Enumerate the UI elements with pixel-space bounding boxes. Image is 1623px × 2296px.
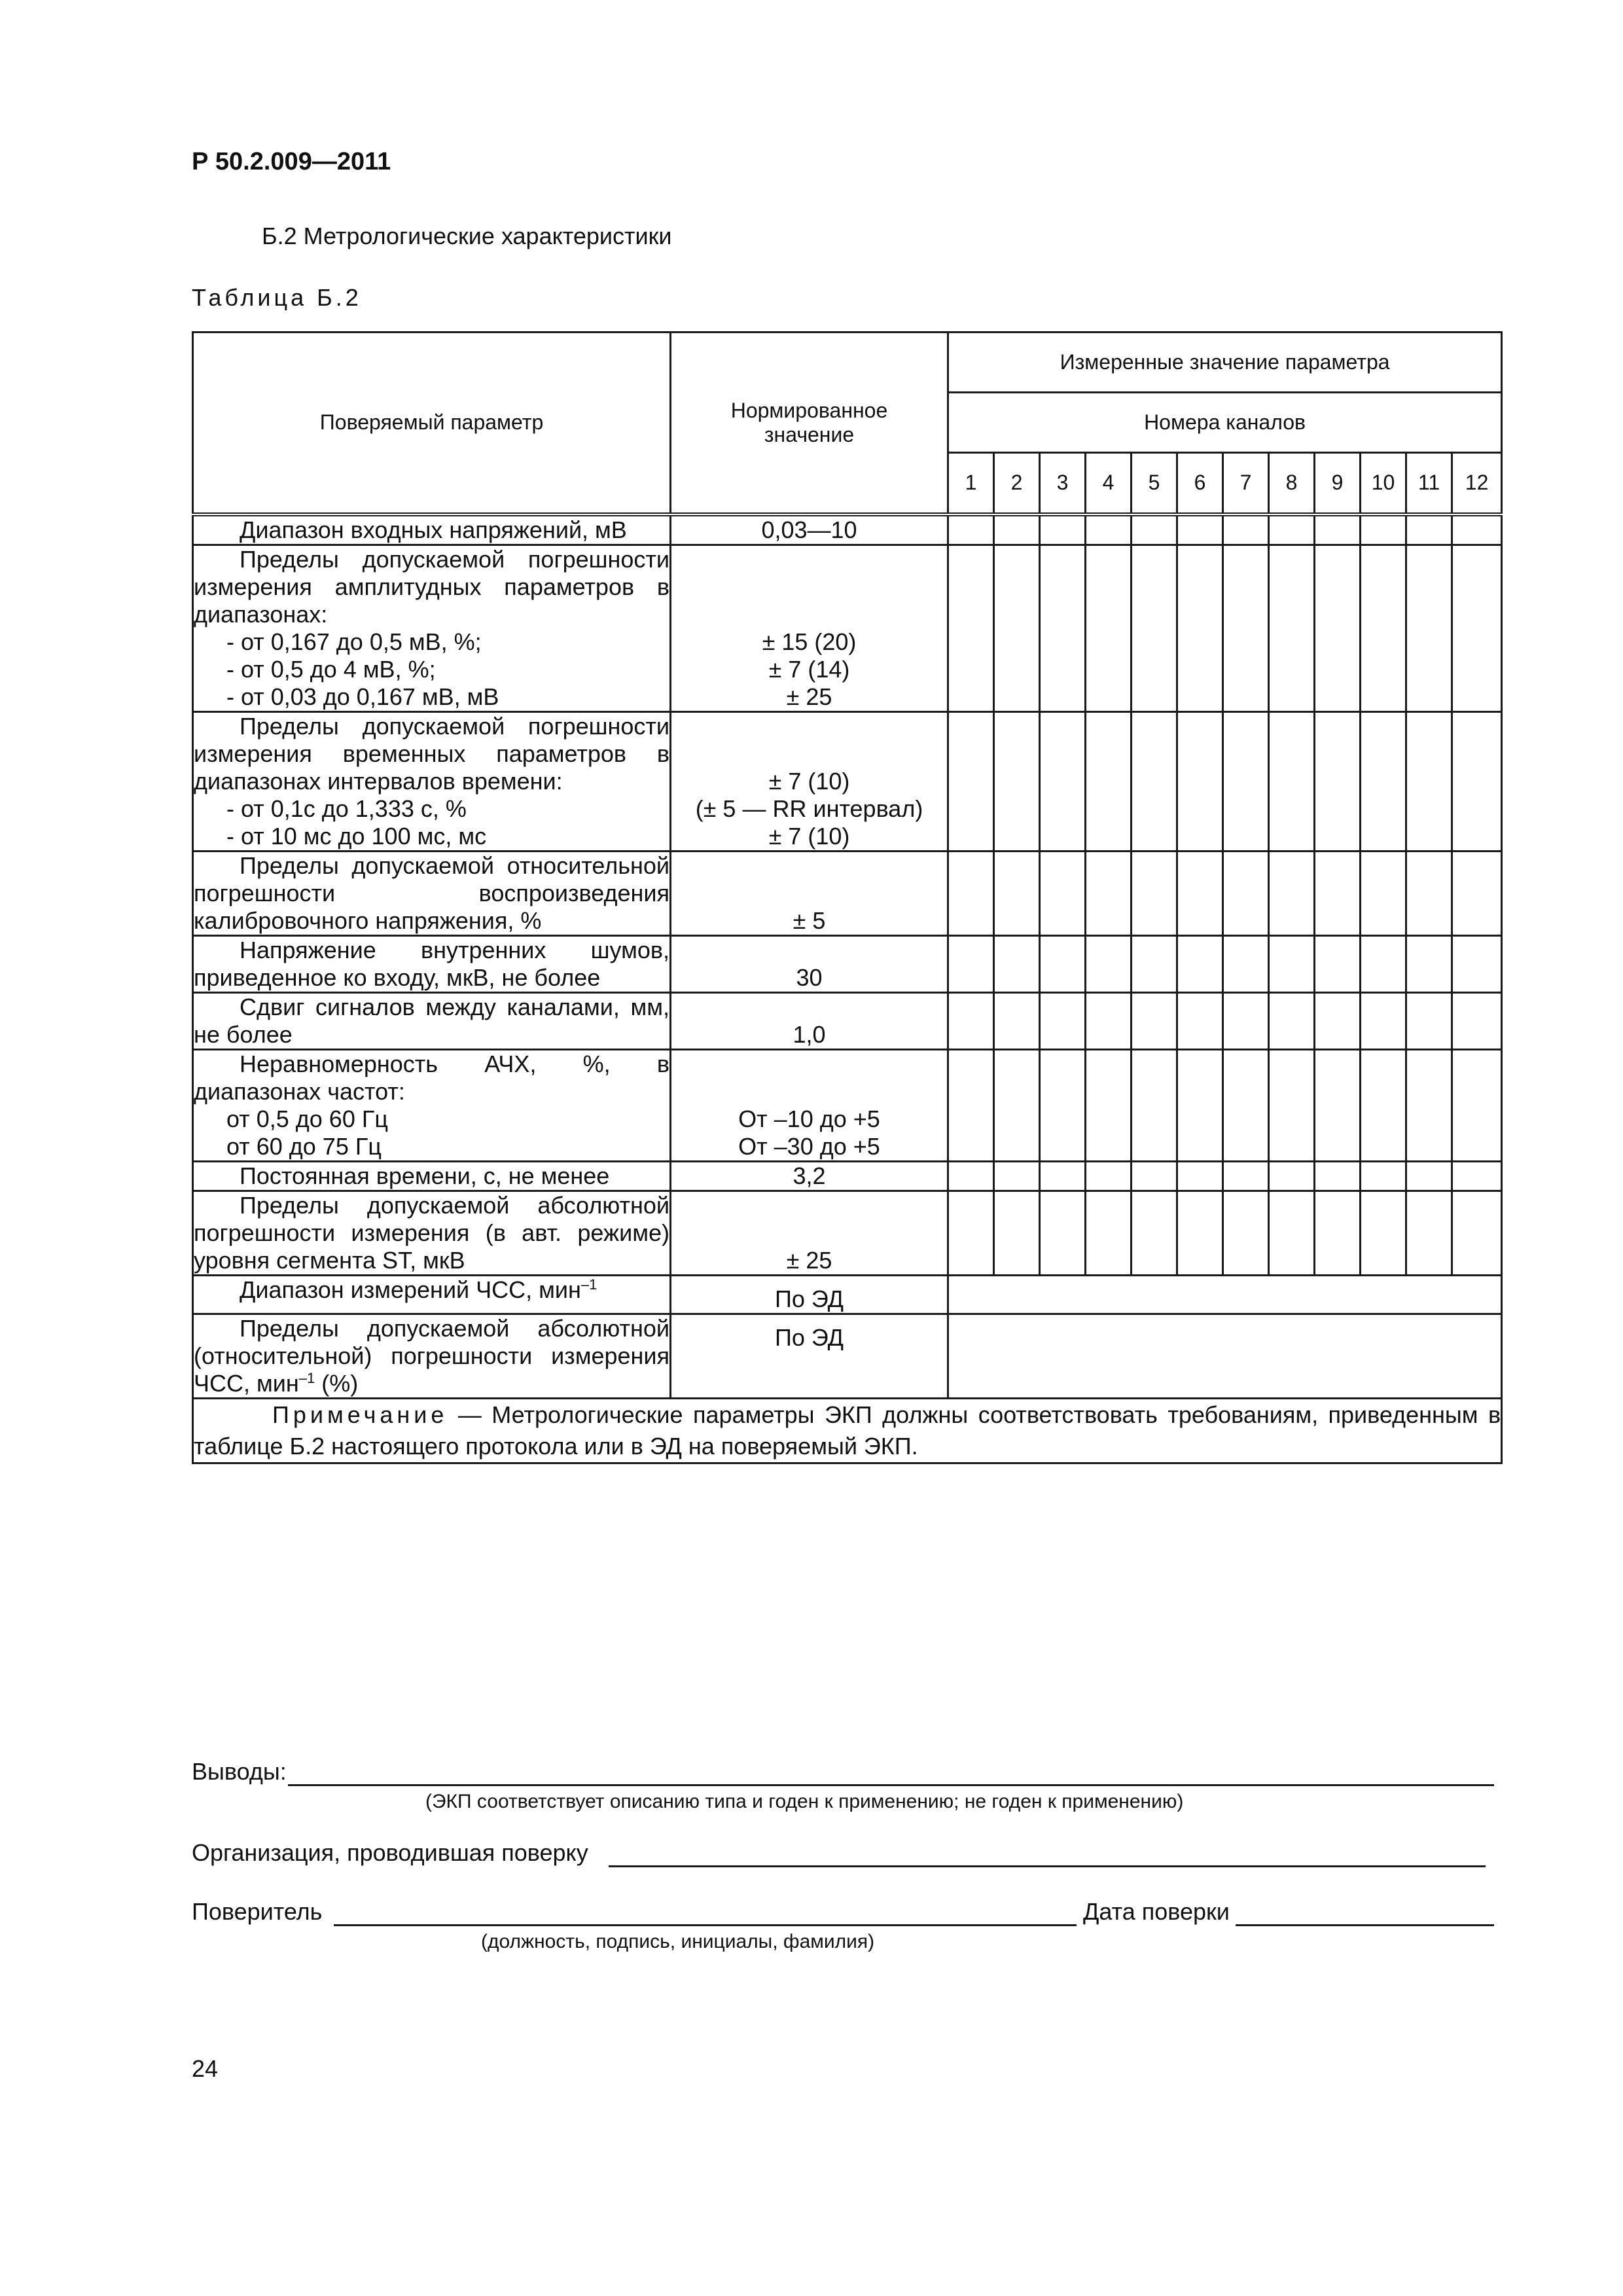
table-note: [193, 1398, 1502, 1463]
organization-label: Организация, проводившая поверку: [192, 1839, 588, 1866]
measured-value-cell: [994, 1161, 1040, 1191]
norm-value: ± 25: [786, 1246, 832, 1274]
measured-value-cell: [1452, 935, 1502, 992]
measured-value-cell: [1406, 711, 1452, 851]
header-param: Поверяемый параметр: [193, 332, 671, 514]
measured-value-cell: [1452, 851, 1502, 935]
measured-value-cell: [1223, 711, 1269, 851]
param-subitem: - от 0,167 до 0,5 мВ, %;: [226, 628, 482, 655]
measured-value-cell: [1040, 935, 1086, 992]
param-cell: [193, 992, 671, 1049]
measured-value-cell: [948, 514, 994, 545]
param-text: Напряжение внутренних шумов, приведенное ко входу, мкВ, не более: [194, 936, 669, 991]
measured-value-cell: [1406, 992, 1452, 1049]
measured-value-cell: [994, 992, 1040, 1049]
measured-value-cell: [1086, 1191, 1132, 1275]
measured-value-cell: [1086, 935, 1132, 992]
measured-value-cell: [1177, 851, 1223, 935]
measured-value-cell: [1269, 992, 1315, 1049]
param-cell: [193, 514, 671, 545]
param-text: Неравномерность АЧХ, %, в диапазонах частот:: [194, 1050, 669, 1105]
param-text: Постоянная времени, с, не менее: [240, 1162, 610, 1189]
norm-value: ± 7 (14): [768, 655, 850, 683]
measured-value-cell: [1040, 1049, 1086, 1161]
measured-value-cell: [948, 1049, 994, 1161]
measured-value-cell: [1132, 851, 1177, 935]
measured-value-cell: [1452, 514, 1502, 545]
param-cell: Диапазон измерений ЧСС, мин$^{-1}$: [193, 1275, 671, 1314]
norm-value: 3,2: [793, 1162, 826, 1189]
param-subitem: - от 0,1с до 1,333 с, %: [226, 795, 467, 822]
measured-value-cell: [1177, 1049, 1223, 1161]
measured-value-cell: [994, 545, 1040, 711]
measured-value-cell: [1223, 851, 1269, 935]
page-number: 24: [192, 2055, 219, 2082]
measured-value-cell: [994, 711, 1040, 851]
param-cell: [193, 545, 671, 711]
measured-value-cell: [1452, 1161, 1502, 1191]
param-cell: [193, 851, 671, 935]
channel-number: 8: [1269, 453, 1315, 514]
measured-value-cell: [948, 1191, 994, 1275]
norm-cell: [671, 1191, 948, 1275]
metrology-table: [192, 331, 1503, 1464]
measured-value-cell: [1040, 1161, 1086, 1191]
verifier-line: [334, 1924, 1077, 1926]
norm-cell: По ЭД: [671, 1275, 948, 1314]
param-cell: Пределы допускаемой абсолютной (относительной) погрешности измерения ЧСС, мин$^{-1}$ (%): [193, 1314, 671, 1398]
measured-value-cell: [1452, 1191, 1502, 1275]
measured-value-cell: [1040, 514, 1086, 545]
measured-value-cell: [1361, 935, 1406, 992]
table-row: [193, 1161, 1502, 1191]
measured-value-cell: [1406, 1049, 1452, 1161]
header-measured: Измеренные значение параметра: [948, 332, 1502, 393]
measured-value-cell: [1132, 711, 1177, 851]
measured-value-cell: [1452, 992, 1502, 1049]
measured-value-cell: [1406, 514, 1452, 545]
norm-value: 0,03—10: [761, 516, 857, 543]
norm-cell: [671, 545, 948, 711]
measured-value-cell: [1040, 1191, 1086, 1275]
measured-value-cell: [948, 545, 994, 711]
channel-number: 7: [1223, 453, 1269, 514]
measured-value-cell: [1177, 1161, 1223, 1191]
measured-value-cell: [1223, 1161, 1269, 1191]
norm-cell: [671, 1049, 948, 1161]
measured-value-cell: [1177, 711, 1223, 851]
measured-value-cell: [1132, 514, 1177, 545]
measured-value-cell: [1315, 992, 1361, 1049]
measured-value-cell: [1086, 1049, 1132, 1161]
channel-number: 5: [1132, 453, 1177, 514]
measured-cell: [948, 1314, 1502, 1398]
measured-value-cell: [948, 935, 994, 992]
channel-number: 4: [1086, 453, 1132, 514]
measured-value-cell: [1361, 1161, 1406, 1191]
param-cell: [193, 711, 671, 851]
measured-value-cell: [1086, 545, 1132, 711]
table-row: [193, 1191, 1502, 1275]
measured-value-cell: [1315, 711, 1361, 851]
header-channels: Номера каналов: [948, 393, 1502, 453]
measured-value-cell: [1177, 992, 1223, 1049]
measured-value-cell: [1269, 545, 1315, 711]
measured-value-cell: [1406, 1161, 1452, 1191]
conclusions-hint: (ЭКП соответствует описанию типа и годен к применению; не годен к применению): [425, 1791, 1184, 1812]
measured-value-cell: [1132, 992, 1177, 1049]
measured-value-cell: [1361, 711, 1406, 851]
measured-value-cell: [1269, 1161, 1315, 1191]
measured-value-cell: [1452, 711, 1502, 851]
norm-value: ± 5: [793, 906, 826, 934]
measured-value-cell: [994, 1049, 1040, 1161]
table-row: [193, 1049, 1502, 1161]
measured-cell: [948, 1275, 1502, 1314]
param-cell: [193, 1161, 671, 1191]
measured-value-cell: [1269, 1191, 1315, 1275]
date-label: Дата поверки: [1083, 1898, 1230, 1925]
verifier-hint: (должность, подпись, инициалы, фамилия): [481, 1931, 875, 1952]
measured-value-cell: [1406, 851, 1452, 935]
channel-number: 11: [1406, 453, 1452, 514]
measured-value-cell: [1223, 935, 1269, 992]
measured-value-cell: [1040, 992, 1086, 1049]
measured-value-cell: [1086, 514, 1132, 545]
measured-value-cell: [1086, 992, 1132, 1049]
table-row-hr-error: [193, 1314, 1502, 1398]
measured-value-cell: [1177, 514, 1223, 545]
param-subitem: - от 10 мс до 100 мс, мс: [226, 822, 487, 850]
section-title: Б.2 Метрологические характеристики: [262, 223, 672, 249]
channel-number: 12: [1452, 453, 1502, 514]
norm-value: (± 5 — RR интервал): [695, 795, 923, 822]
measured-value-cell: [1223, 545, 1269, 711]
param-subitem: - от 0,03 до 0,167 мВ, мВ: [226, 683, 499, 710]
table-row: [193, 545, 1502, 711]
measured-value-cell: [1086, 711, 1132, 851]
table-row: [193, 851, 1502, 935]
measured-value-cell: [1452, 545, 1502, 711]
measured-value-cell: [1086, 851, 1132, 935]
param-subitem: от 60 до 75 Гц: [226, 1132, 382, 1160]
table-row: [193, 935, 1502, 992]
note-label: Примечание: [272, 1401, 448, 1428]
measured-value-cell: [948, 711, 994, 851]
norm-value: ± 7 (10): [768, 822, 850, 850]
measured-value-cell: [1406, 935, 1452, 992]
channel-number: 10: [1361, 453, 1406, 514]
verifier-label: Поверитель: [192, 1898, 323, 1925]
conclusions-label: Выводы:: [192, 1758, 287, 1785]
measured-value-cell: [1361, 545, 1406, 711]
measured-value-cell: [948, 851, 994, 935]
norm-cell: [671, 851, 948, 935]
measured-value-cell: [1406, 1191, 1452, 1275]
channel-number: 1: [948, 453, 994, 514]
param-subitem: от 0,5 до 60 Гц: [226, 1105, 388, 1132]
measured-value-cell: [1406, 545, 1452, 711]
measured-value-cell: [1269, 514, 1315, 545]
measured-value-cell: [1315, 1191, 1361, 1275]
measured-value-cell: [1361, 514, 1406, 545]
measured-value-cell: [1132, 1191, 1177, 1275]
measured-value-cell: [1315, 935, 1361, 992]
measured-value-cell: [994, 851, 1040, 935]
table-row: [193, 711, 1502, 851]
measured-value-cell: [1361, 992, 1406, 1049]
param-text: Сдвиг сигналов между каналами, мм, не более: [194, 993, 669, 1048]
norm-cell: [671, 1161, 948, 1191]
param-text: Пределы допускаемой погрешности измерения амплитудных параметров в диапазонах:: [194, 545, 669, 628]
measured-value-cell: [1452, 1049, 1502, 1161]
norm-value: ± 25: [786, 683, 832, 710]
channel-number: 2: [994, 453, 1040, 514]
param-cell: [193, 1191, 671, 1275]
table-note-row: [193, 1398, 1502, 1463]
measured-value-cell: [994, 1191, 1040, 1275]
measured-value-cell: [1177, 935, 1223, 992]
measured-value-cell: [1177, 1191, 1223, 1275]
norm-value: ± 15 (20): [762, 628, 857, 655]
measured-value-cell: [1269, 935, 1315, 992]
note-text: — Метрологические параметры ЭКП должны соответствовать требованиям, приведенным в таблице Б.2 настоящего протокола или в ЭД на поверяемый ЭКП.: [194, 1401, 1501, 1460]
date-line: [1236, 1924, 1494, 1926]
measured-value-cell: [1040, 851, 1086, 935]
measured-value-cell: [1177, 545, 1223, 711]
measured-value-cell: [1040, 711, 1086, 851]
norm-cell: [671, 514, 948, 545]
norm-cell: [671, 992, 948, 1049]
measured-value-cell: [1223, 1191, 1269, 1275]
measured-value-cell: [1132, 1161, 1177, 1191]
norm-value: 30: [796, 963, 823, 991]
table-row: [193, 992, 1502, 1049]
norm-value: От –30 до +5: [738, 1132, 880, 1160]
table-row: [193, 514, 1502, 545]
param-cell: [193, 935, 671, 992]
measured-value-cell: [1132, 545, 1177, 711]
param-subitem: - от 0,5 до 4 мВ, %;: [226, 655, 436, 683]
measured-value-cell: [1132, 935, 1177, 992]
channel-number: 3: [1040, 453, 1086, 514]
conclusions-line: [288, 1784, 1494, 1786]
param-text: Пределы допускаемой погрешности измерения временных параметров в диапазонах интервалов времени:: [194, 712, 669, 795]
channel-number: 6: [1177, 453, 1223, 514]
document-code: Р 50.2.009—2011: [192, 148, 391, 175]
measured-value-cell: [1223, 514, 1269, 545]
param-text: Диапазон входных напряжений, мВ: [240, 516, 627, 543]
param-text: Пределы допускаемой относительной погрешности воспроизведения калибровочного напряжения, %: [194, 852, 669, 934]
measured-value-cell: [1315, 514, 1361, 545]
measured-value-cell: [1040, 545, 1086, 711]
norm-cell: [671, 711, 948, 851]
param-cell: [193, 1049, 671, 1161]
measured-value-cell: [948, 1161, 994, 1191]
measured-value-cell: [948, 992, 994, 1049]
measured-value-cell: [1315, 1161, 1361, 1191]
measured-value-cell: [1269, 851, 1315, 935]
measured-value-cell: [1315, 851, 1361, 935]
header-norm: Нормированное значение: [671, 332, 948, 514]
measured-value-cell: [1315, 1049, 1361, 1161]
measured-value-cell: [994, 935, 1040, 992]
measured-value-cell: [994, 514, 1040, 545]
norm-value: От –10 до +5: [738, 1105, 880, 1132]
measured-value-cell: [1361, 851, 1406, 935]
measured-value-cell: [1361, 1049, 1406, 1161]
table-row-hr: [193, 1275, 1502, 1314]
norm-cell: По ЭД: [671, 1314, 948, 1398]
measured-value-cell: [1315, 545, 1361, 711]
param-text: Пределы допускаемой абсолютной погрешности измерения (в авт. режиме) уровня сегмента ST, мкВ: [194, 1191, 669, 1274]
channel-number: 9: [1315, 453, 1361, 514]
measured-value-cell: [1223, 992, 1269, 1049]
measured-value-cell: [1086, 1161, 1132, 1191]
norm-value: ± 7 (10): [768, 767, 850, 795]
organization-line: [609, 1865, 1486, 1867]
table-caption: Таблица Б.2: [192, 284, 362, 311]
norm-cell: [671, 935, 948, 992]
measured-value-cell: [1223, 1049, 1269, 1161]
measured-value-cell: [1361, 1191, 1406, 1275]
measured-value-cell: [1132, 1049, 1177, 1161]
norm-value: 1,0: [793, 1020, 826, 1048]
measured-value-cell: [1269, 1049, 1315, 1161]
measured-value-cell: [1269, 711, 1315, 851]
